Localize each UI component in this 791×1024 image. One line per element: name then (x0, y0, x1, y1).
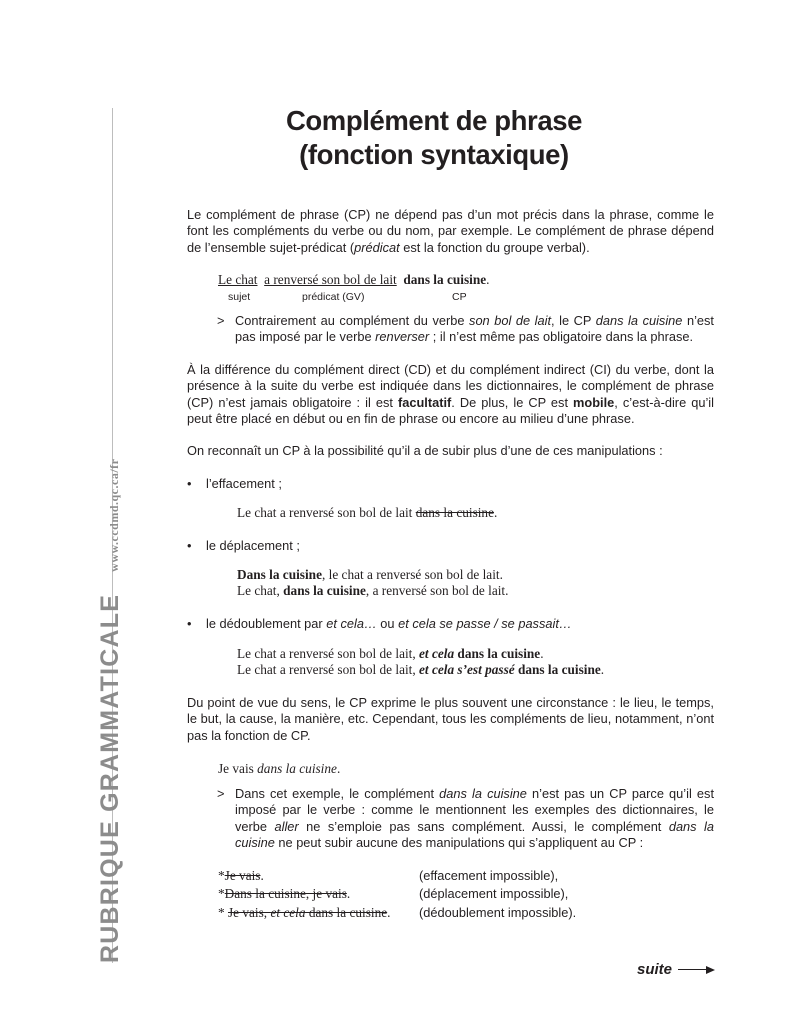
website-link[interactable]: www.ccdmd.qc.ca/fr (107, 458, 121, 572)
impossible-row-2: *Dans la cuisine, je vais. (218, 886, 351, 901)
bullet-dedoublement: • le dédoublement par et cela… ou et cela se passe / se passait… (187, 616, 572, 631)
example-period: . (486, 272, 490, 287)
paragraph-sens: Du point de vue du sens, le CP exprime le plus souvent une circonstance : le lieu, le temps, le but, la cause, la manière, etc. Cependant, tous les compléments de lieu, notamment, n’ont pas la fonction de CP. (187, 695, 714, 743)
example-je-vais: Je vais dans la cuisine. (218, 761, 341, 776)
bullet-label: le déplacement ; (206, 538, 300, 553)
rubric-label: RUBRIQUE GRAMMATICALE (96, 593, 124, 963)
paragraph-manipulations: On reconnaît un CP à la possibilité qu’il a de subir plus d’une de ces manipulations : (187, 443, 663, 458)
intro-paragraph (187, 207, 714, 256)
title-line-1: Complément de phrase (285, 105, 583, 136)
label-predicate: prédicat (GV) (302, 291, 365, 303)
example-deplacement-2: Le chat, dans la cuisine, a renversé son bol de lait. (237, 583, 509, 598)
bullet-label: l’effacement ; (206, 476, 282, 491)
bullet-dot: • (187, 616, 192, 631)
page-title (187, 104, 681, 172)
impossible-note-2: (déplacement impossible), (419, 886, 569, 901)
intro-em: prédicat (354, 239, 400, 255)
bullet-dot: • (187, 476, 192, 491)
impossible-row-3: * Je vais, et cela dans la cuisine. (218, 905, 391, 920)
example-deplacement-1: Dans la cuisine, le chat a renversé son bol de lait. (237, 567, 503, 582)
sidebar-rubric (96, 459, 125, 964)
arrow-right-icon (706, 966, 715, 974)
note-2 (217, 786, 714, 851)
bullet-deplacement (187, 538, 300, 553)
impossible-row-1: *Je vais. (218, 868, 264, 883)
paragraph-difference: À la différence du complément direct (CD) et du complément indirect (CI) du verbe, dont la présence à la suite du verbe est indiquée dans les dictionnaires, le complément de phrase (CP) n’est jamais obligatoire : il est facultatif. De plus, le CP est mobile, c’est-à-dire qu’il peut être placé en début ou en fin de phrase ou encore au milieu d’une phrase. (187, 362, 714, 426)
note-1 (217, 313, 714, 346)
title-line-2: (fonction syntaxique) (299, 139, 569, 170)
term-mobile: mobile (573, 394, 615, 410)
impossible-note-3: (dédoublement impossible). (419, 905, 577, 920)
suite-label: suite (637, 961, 673, 978)
impossible-note-1: (effacement impossible), (419, 868, 559, 883)
bullet-dot: • (187, 538, 192, 553)
label-subject: sujet (228, 291, 251, 303)
note-2-text: Dans cet exemple, le complément dans la cuisine n’est pas un CP parce qu’il est imposé par le verbe : comme le mentionnent les exemples des dictionnaires, le verbe aller ne s’emploie pas sans complément. Aussi, le complément dans la cuisine ne peut subir aucune des manipulations qui s’appliquent au CP : (235, 786, 715, 850)
example-sentence (218, 272, 489, 289)
bullet-effacement (187, 476, 282, 491)
note-marker: > (217, 313, 225, 328)
example-effacement: Le chat a renversé son bol de lait dans la cuisine. (237, 505, 498, 520)
example-dedoublement-1: Le chat a renversé son bol de lait, et cela dans la cuisine. (237, 646, 544, 661)
arrow-line (678, 969, 706, 971)
note-1-text: Contrairement au complément du verbe son bol de lait, le CP dans la cuisine n’est pas imposé par le verbe renverser ; il n’est même pas obligatoire dans la phrase. (235, 313, 714, 345)
term-facultatif: facultatif (397, 394, 452, 410)
label-cp: CP (452, 291, 467, 303)
example-subject: Le chat (218, 272, 258, 287)
example-predicate: a renversé son bol de lait (264, 272, 397, 287)
note-marker: > (217, 786, 225, 801)
intro-text-end: est la fonction du groupe verbal). (399, 239, 590, 255)
continued-link[interactable] (637, 961, 715, 978)
example-cp: dans la cuisine (403, 272, 487, 287)
example-dedoublement-2: Le chat a renversé son bol de lait, et cela s’est passé dans la cuisine. (237, 662, 605, 677)
intro-text: Le complément de phrase (CP) ne dépend pas d’un mot précis dans la phrase, comme le font les compléments du verbe ou du nom, par exemple. Le complément de phrase dépend de l’ensemble sujet-prédicat ( (187, 207, 714, 255)
